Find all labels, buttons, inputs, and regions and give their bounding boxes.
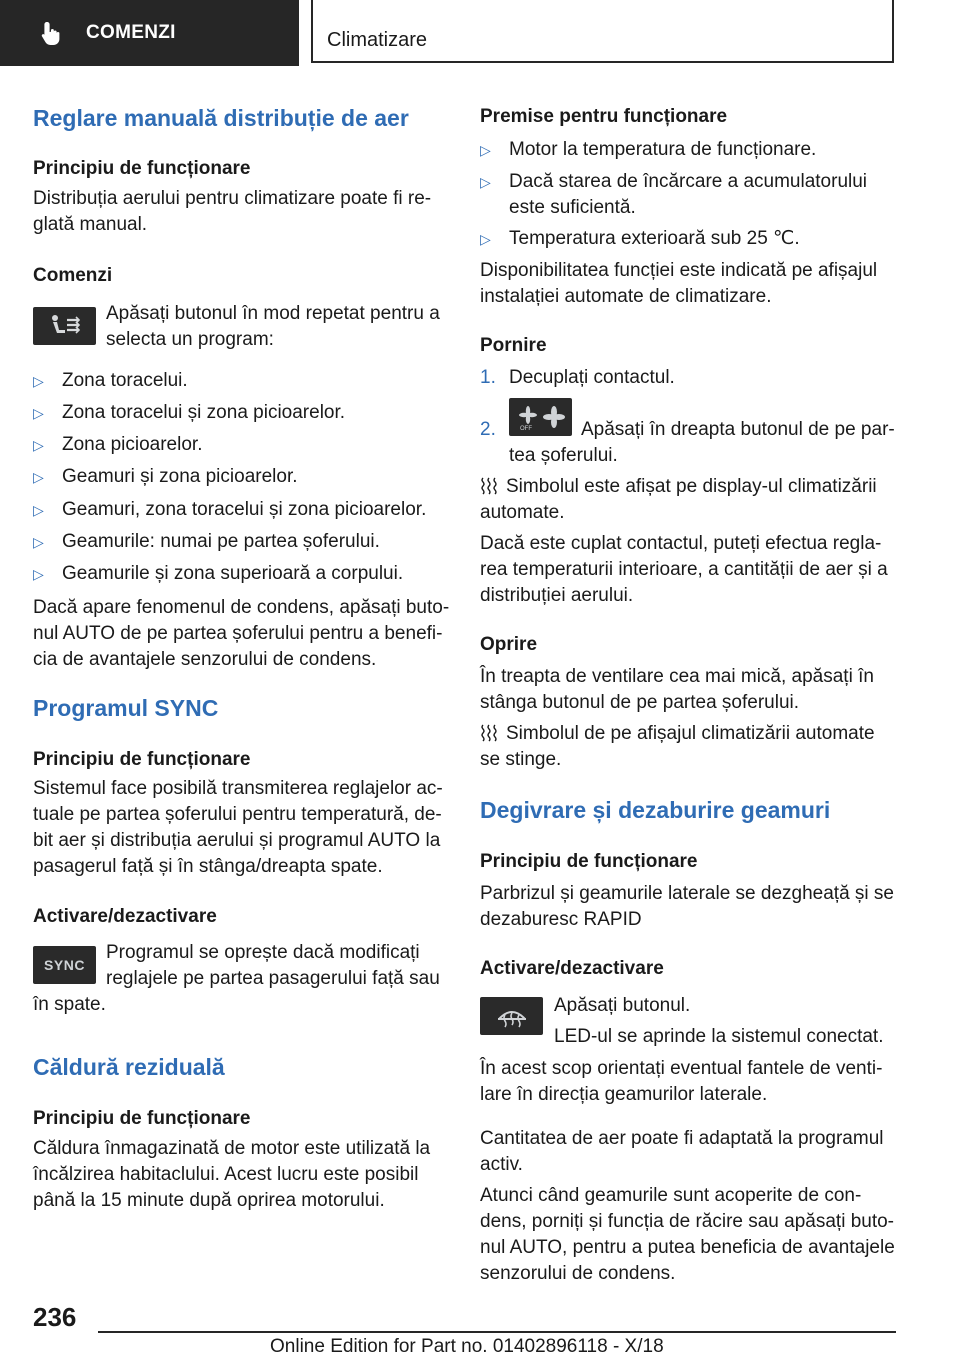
list-item: ▷ Temperatura exterioară sub 25 ℃.: [480, 226, 900, 252]
paragraph-press-button: Apăsați butonul.: [554, 995, 691, 1016]
subheading-principle: Principiu de funcționare: [33, 749, 251, 770]
paragraph-availability: Disponibilitatea funcției este indicată pe afișajul instalației automate de climatizare.: [480, 260, 878, 307]
paragraph-symbol-off: Simbolul de pe afișajul climatizării automate: [480, 721, 900, 747]
subheading-stop: Oprire: [480, 634, 538, 655]
list-item: ▷ Zona toracelui.: [33, 368, 451, 394]
paragraph-symbol-shown: Simbolul este afișat pe display-ul climatizării: [480, 474, 900, 500]
paragraph-contact: Dacă este cuplat contactul, puteți efectua regla‐rea temperaturii interioare, a cantității de aer și a distribuției aerului.: [480, 533, 888, 606]
subheading-principle: Principiu de funcționare: [480, 851, 698, 872]
bullet-triangle-icon: ▷: [33, 566, 44, 582]
list-item: ▷ Geamurile: numai pe partea șoferului.: [33, 529, 451, 555]
list-item: ▷ Geamuri, zona toracelui și zona picioarelor.: [33, 497, 451, 523]
paragraph-symbol-off-cont: se stinge.: [480, 749, 562, 770]
air-distribution-button-icon: [33, 307, 96, 345]
sync-button-icon: [33, 946, 96, 984]
paragraph-defrost-principle: Parbrizul și geamurile laterale se dezgheață și se dezaburesc RAPID: [480, 883, 894, 930]
footer-edition: Online Edition for Part no. 01402896118 - X/18: [270, 1336, 664, 1357]
bullet-triangle-icon: ▷: [33, 469, 44, 485]
subheading-activation: Activare/dezactivare: [480, 958, 664, 979]
list-item: ▷ Geamuri și zona picioarelor.: [33, 464, 451, 490]
paragraph-vents: În acest scop orientați eventual fantele de venti‐lare în direcția geamurilor laterale.: [480, 1058, 883, 1105]
list-item: ▷ Geamurile și zona superioară a corpului.: [33, 561, 451, 587]
paragraph-stop: În treapta de ventilare cea mai mică, apăsați în stânga butonul de pe partea șoferului.: [480, 666, 874, 713]
bullet-triangle-icon: ▷: [33, 405, 44, 421]
paragraph-led: LED-ul se aprinde la sistemul conectat.: [554, 1026, 884, 1047]
section-tab: [0, 0, 299, 66]
subheading-activation: Activare/dezactivare: [33, 906, 217, 927]
paragraph-residual-principle: Căldura înmagazinată de motor este utilizată la încălzirea habitaclului. Acest lucru este posibil până la 15 minute după oprirea motorului.: [33, 1138, 431, 1211]
bullet-triangle-icon: ▷: [33, 373, 44, 389]
footer-divider: [98, 1331, 896, 1333]
heat-wave-symbol-icon: [480, 477, 498, 495]
hand-pointer-icon: [38, 19, 66, 47]
list-item: ▷ Dacă starea de încărcare a acumulatorului este suficientă.: [480, 171, 868, 218]
heading-defrost: Degivrare și dezaburire geamuri: [480, 797, 831, 823]
paragraph-manual-principle: Distribuția aerului pentru climatizare poate fi re‐glată manual.: [33, 188, 432, 235]
subheading-principle: Principiu de funcționare: [33, 158, 251, 179]
paragraph-condensation: Atunci când geamurile sunt acoperite de con‐dens, porniți și funcția de răcire sau apăsați buto‐nul AUTO, pentru a putea beneficia de avantajele senzorului de condens.: [480, 1185, 895, 1284]
bullet-triangle-icon: ▷: [33, 534, 44, 550]
heat-wave-symbol-icon: [480, 724, 498, 742]
rear-defrost-button-icon: [480, 997, 543, 1035]
bullet-triangle-icon: ▷: [480, 231, 491, 247]
bullet-triangle-icon: ▷: [480, 174, 491, 190]
heading-manual-distribution: Reglare manuală distribuție de aer: [33, 105, 409, 131]
sync-button-label: SYNC: [44, 957, 85, 973]
heading-sync: Programul SYNC: [33, 695, 219, 721]
step-2-text-cont: tea șoferului.: [509, 445, 618, 466]
subheading-start: Pornire: [480, 335, 547, 356]
list-item: ▷ Motor la temperatura de funcționare.: [480, 137, 900, 163]
subheading-principle: Principiu de funcționare: [33, 1108, 251, 1129]
paragraph-controls: Apăsați butonul în mod repetat pentru a selecta un program:: [106, 303, 440, 350]
section-title: COMENZI: [86, 22, 176, 43]
paragraph-sync-activation-cont: în spate.: [33, 994, 106, 1015]
page-number: 236: [33, 1302, 77, 1332]
list-item: ▷ Zona toracelui și zona picioarelor.: [33, 400, 451, 426]
subheading-prerequisites: Premise pentru funcționare: [480, 106, 728, 127]
paragraph-sync-activation: Programul se oprește dacă modificați reglajele pe partea pasagerului față sau: [106, 942, 440, 989]
list-item: ▷ Zona picioarelor.: [33, 432, 451, 458]
heading-residual-heat: Căldură reziduală: [33, 1054, 225, 1080]
svg-text:OFF: OFF: [519, 426, 532, 432]
list-item: 1. Decuplați contactul.: [480, 367, 675, 388]
fan-off-button-icon: [509, 398, 572, 436]
paragraph-symbol-shown-cont: automate.: [480, 502, 565, 523]
paragraph-condens: Dacă apare fenomenul de condens, apăsați buto‐nul AUTO de pe partea șoferului pentru a benefi‐cia de avantajele senzorului de condens.: [33, 597, 450, 670]
bullet-triangle-icon: ▷: [33, 502, 44, 518]
paragraph-sync-principle: Sistemul face posibilă transmiterea reglajelor ac‐tuale pe partea șoferului pentru temperatură, de‐bit aer și distribuția aerului și programul AUTO la pasagerul față și în stânga/dreapta spate.: [33, 778, 443, 877]
step-2-text: Apăsați în dreapta butonul de pe par‐: [581, 419, 895, 440]
bullet-triangle-icon: ▷: [480, 142, 491, 158]
bullet-triangle-icon: ▷: [33, 437, 44, 453]
chapter-tab: [311, 0, 894, 63]
paragraph-air-quantity: Cantitatea de aer poate fi adaptată la programul activ.: [480, 1128, 884, 1175]
chapter-title: Climatizare: [327, 29, 428, 51]
subheading-controls: Comenzi: [33, 265, 113, 286]
